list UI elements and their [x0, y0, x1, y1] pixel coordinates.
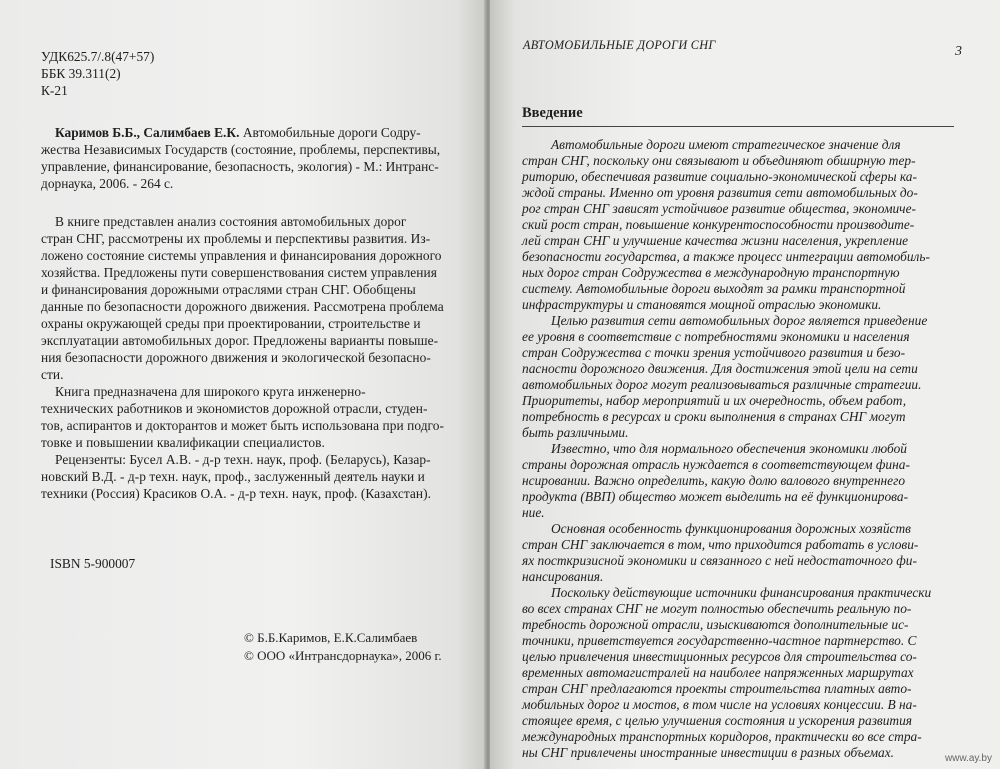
author-mark: К-21: [41, 83, 68, 98]
body-line: ных дорог стран Содружества в международную транспортную: [522, 265, 900, 280]
abstract-line: ния безопасности дорожного движения и экологической безопасно-: [41, 350, 431, 365]
body-line: во всех странах СНГ не могут полностью обеспечить реальную по-: [522, 601, 912, 616]
copyright-authors: © Б.Б.Каримов, Е.К.Салимбаев: [244, 630, 418, 645]
body-line: ее уровня в соответствие с потребностями экономики и населения: [522, 329, 910, 344]
body-line: ский рост стран, повышение конкурентоспособности производите-: [522, 217, 915, 232]
abstract-line: эксплуатации автомобильных дорог. Предложены варианты повыше-: [41, 333, 439, 348]
body-line: временных автомагистралей на наиболее напряженных маршрутах: [522, 665, 914, 680]
abstract-line: стран СНГ, рассмотрены их проблемы и перспективы развития. Из-: [41, 231, 431, 246]
isbn: ISBN 5-900007: [50, 556, 136, 571]
body-line: международных транспортных коридоров, практически во все стра-: [522, 729, 922, 744]
body-line: нсировании. Важно определить, какую долю валового внутреннего: [522, 473, 906, 488]
body-line: ях посткризисной экономики и связанного с ней недостаточного фи-: [522, 553, 917, 568]
left-page: [0, 0, 486, 769]
biblio-title-start: Автомобильные дороги Содру-: [239, 125, 421, 140]
body-line: стоящее время, с целью улучшения состояния и ускорения развития: [522, 713, 913, 728]
bibliographic-entry-line: дорнаука, 2006. - 264 с.: [41, 176, 174, 191]
section-heading: Введение: [522, 105, 583, 121]
body-line: стран Содружества с точки зрения устойчивого развития и безо-: [522, 345, 906, 360]
copyright-publisher: © ООО «Интрансдорнаука», 2006 г.: [244, 648, 442, 663]
body-line: Приоритеты, набор мероприятий и их очередность, объем работ,: [522, 393, 907, 408]
biblio-authors: Каримов Б.Б., Салимбаев Е.К.: [55, 125, 240, 140]
body-line: мобильных дорог и мостов, в том числе на условиях концессии. В на-: [522, 697, 917, 712]
body-line: систему. Автомобильные дороги выходят за рамки транспортной: [522, 281, 906, 296]
bibliographic-entry-line: управление, финансирование, безопасность, экология) - М.: Интранс-: [41, 159, 439, 174]
body-line: автомобильных дорог могут реализовываться различные стратегии.: [522, 377, 922, 392]
body-line: Автомобильные дороги имеют стратегическое значение для: [551, 137, 901, 152]
heading-divider: [522, 126, 954, 127]
bibliographic-entry-line: жества Независимых Государств (состояние, проблемы, перспективы,: [41, 142, 441, 157]
body-line: ждой страны. Именно от уровня развития сети автомобильных до-: [522, 185, 918, 200]
watermark: www.ay.by: [944, 753, 992, 764]
abstract-line: сти.: [41, 367, 64, 382]
body-line: безопасности государства, а также процесс интеграции автомобиль-: [522, 249, 930, 264]
body-line: быть различными.: [522, 425, 629, 440]
abstract-line: хозяйства. Предложены пути совершенствования систем управления: [41, 265, 437, 280]
body-line: целью привлечения инвестиционных ресурсов для строительства со-: [522, 649, 917, 664]
bbk-code: ББК 39.311(2): [41, 66, 121, 81]
bibliographic-entry-line: [55, 125, 421, 141]
body-line: инфраструктуры и становятся мощной отраслью экономики.: [522, 297, 882, 312]
abstract-line: ложено состояние системы управления и финансирования дорожного: [41, 248, 442, 263]
body-line: стран СНГ предлагаются проекты строительства платных авто-: [522, 681, 912, 696]
body-line: стран СНГ, поскольку они связывают и объединяют обширную тер-: [522, 153, 916, 168]
body-line: нансирования.: [522, 569, 604, 584]
body-line: ние.: [522, 505, 545, 520]
body-line: продукта (ВВП) общество может выделить на её функционирова-: [522, 489, 909, 504]
body-line: Основная особенность функционирования дорожных хозяйств: [551, 521, 911, 536]
abstract-line: В книге представлен анализ состояния автомобильных дорог: [55, 214, 407, 229]
abstract-line: охраны окружающей среды при проектировании, строительстве и: [41, 316, 421, 331]
abstract-line: и финансирования дорожными отраслями стран СНГ. Обобщены: [41, 282, 416, 297]
running-header: АВТОМОБИЛЬНЫЕ ДОРОГИ СНГ: [523, 38, 716, 52]
abstract-line: товке и повышении квалификации специалистов.: [41, 435, 325, 450]
body-line: Целью развития сети автомобильных дорог является приведение: [551, 313, 928, 328]
body-line: Известно, что для нормального обеспечения экономики любой: [551, 441, 908, 456]
reviewers-line: техники (Россия) Красиков О.А. - д-р техн. наук, проф. (Казахстан).: [41, 486, 432, 501]
body-line: Поскольку действующие источники финансирования практически: [551, 585, 932, 600]
body-line: страны дорожная отрасль нуждается в соответствующем фина-: [522, 457, 910, 472]
reviewers-line: новский В.Д. - д-р техн. наук, проф., заслуженный деятель науки и: [41, 469, 425, 484]
abstract-line: технических работников и экономистов дорожной отрасли, студен-: [41, 401, 428, 416]
body-line: требность дорожной отрасли, изыскиваются дополнительные ис-: [522, 617, 909, 632]
body-line: точники, приветствуется государственно-частное партнерство. С: [522, 633, 917, 648]
body-line: ны СНГ привлечены иностранные инвестиции в разных объемах.: [522, 745, 894, 760]
page-number: 3: [955, 44, 962, 59]
abstract-line: Книга предназначена для широкого круга инженерно-: [55, 384, 366, 399]
body-line: рог стран СНГ зависят устойчивое развитие общества, экономиче-: [522, 201, 916, 216]
body-line: стран СНГ заключается в том, что приходится работать в услови-: [522, 537, 919, 552]
udk-code: УДК625.7/.8(47+57): [41, 49, 155, 64]
body-line: потребность в ресурсах и сроки выполнения в странах СНГ могут: [522, 409, 906, 424]
abstract-line: тов, аспирантов и докторантов и может быть использована при подго-: [41, 418, 445, 433]
reviewers-line: Рецензенты: Бусел А.В. - д-р техн. наук, проф. (Беларусь), Казар-: [55, 452, 431, 467]
body-line: риторию, обеспечивая развитие социально-экономической сферы ка-: [522, 169, 917, 184]
body-line: лей стран СНГ и улучшение качества жизни населения, укрепление: [522, 233, 909, 248]
body-line: пасности дорожного движения. Для достижения этой цели на сети: [522, 361, 918, 376]
abstract-line: данные по безопасности дорожного движения. Рассмотрена проблема: [41, 299, 444, 314]
